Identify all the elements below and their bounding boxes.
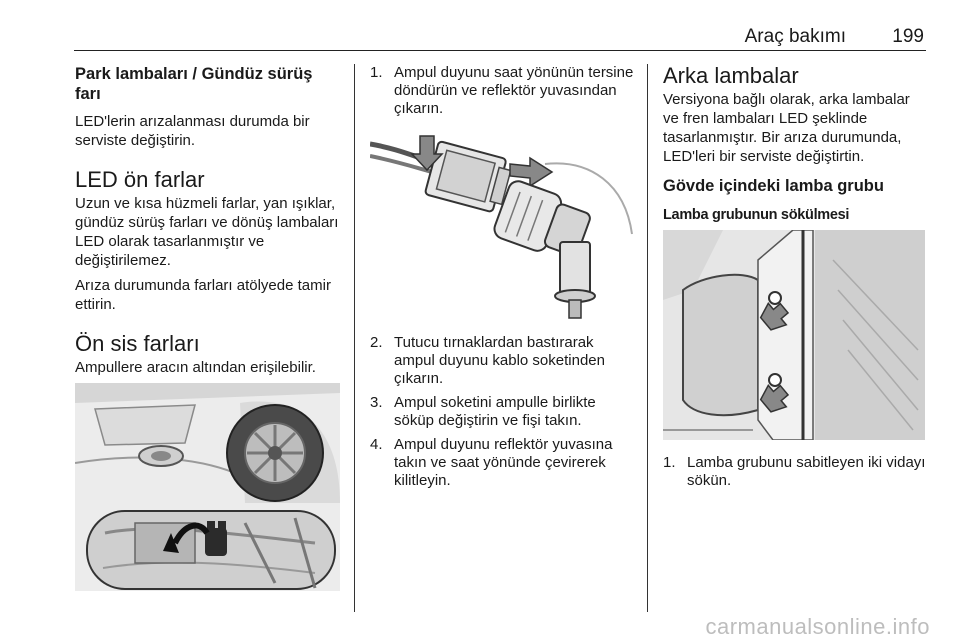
led-headlights-text-2: Arıza durumunda farları atölyede tamir ettirin. — [75, 277, 331, 313]
step-text: Lamba grubunu sabitleyen iki vidayı sökün. — [687, 454, 926, 489]
step-text: Ampul soketini ampulle birlikte söküp değiştirin ve fişi takın. — [394, 394, 596, 429]
fog-lights-heading: Ön sis farları — [75, 331, 200, 356]
bulb-steps-top — [370, 64, 635, 118]
step-text: Ampul duyunu saat yönünün tersine döndürün ve reflektör yuvasından çıkarın. — [394, 64, 634, 117]
step-number: 2. — [370, 334, 383, 351]
park-lights-heading: Park lambaları / Gündüz sürüş farı — [75, 65, 313, 103]
fog-light-illustration — [75, 383, 340, 591]
lamp-removal-steps — [663, 454, 928, 490]
park-lights-text: LED'lerin arızalanması durumda bir serviste değiştirin. — [75, 113, 310, 149]
rear-lights-text: Versiyona bağlı olarak, arka lambalar ve fren lambaları LED şeklinde tasarlanmıştır. Bir arıza durumunda, LED'leri bir serviste değiştirtin. — [663, 91, 910, 165]
watermark: carmanualsonline.info — [705, 614, 930, 639]
column-3 — [663, 64, 928, 496]
led-headlights-heading: LED ön farlar — [75, 167, 205, 192]
led-headlights-text-1: Uzun ve kısa hüzmeli farlar, yan ışıklar, gündüz sürüş farları ve dönüş lambaları LED olarak tasarlanmıştır ve değiştirilemez. — [75, 195, 339, 269]
page-number: 199 — [892, 26, 924, 47]
step-item — [370, 436, 635, 490]
step-text: Tutucu tırnaklardan bastırarak ampul duyunu kablo soketinden çıkarın. — [394, 334, 605, 387]
column-divider-1 — [354, 64, 355, 612]
step-number: 4. — [370, 436, 383, 453]
rear-lights-heading: Arka lambalar — [663, 63, 799, 88]
section-title: Araç bakımı — [744, 26, 846, 47]
bulb-holder-illustration — [370, 124, 635, 324]
step-number: 3. — [370, 394, 383, 411]
body-lamp-heading: Gövde içindeki lamba grubu — [663, 177, 884, 195]
step-number: 1. — [370, 64, 383, 81]
bulb-steps-bottom — [370, 334, 635, 490]
column-2 — [370, 64, 635, 496]
column-1 — [75, 64, 340, 591]
column-divider-2 — [647, 64, 648, 612]
rear-lamp-illustration — [663, 230, 925, 440]
step-text: Ampul duyunu reflektör yuvasına takın ve saat yönünde çevirerek kilitleyin. — [394, 436, 613, 489]
step-item — [370, 64, 635, 118]
step-item — [370, 334, 635, 388]
step-item — [663, 454, 928, 490]
lamp-removal-heading: Lamba grubunun sökülmesi — [663, 207, 850, 223]
fog-lights-text: Ampullere aracın altından erişilebilir. — [75, 359, 316, 376]
page-header — [74, 22, 926, 51]
step-number: 1. — [663, 454, 676, 471]
step-item — [370, 394, 635, 430]
